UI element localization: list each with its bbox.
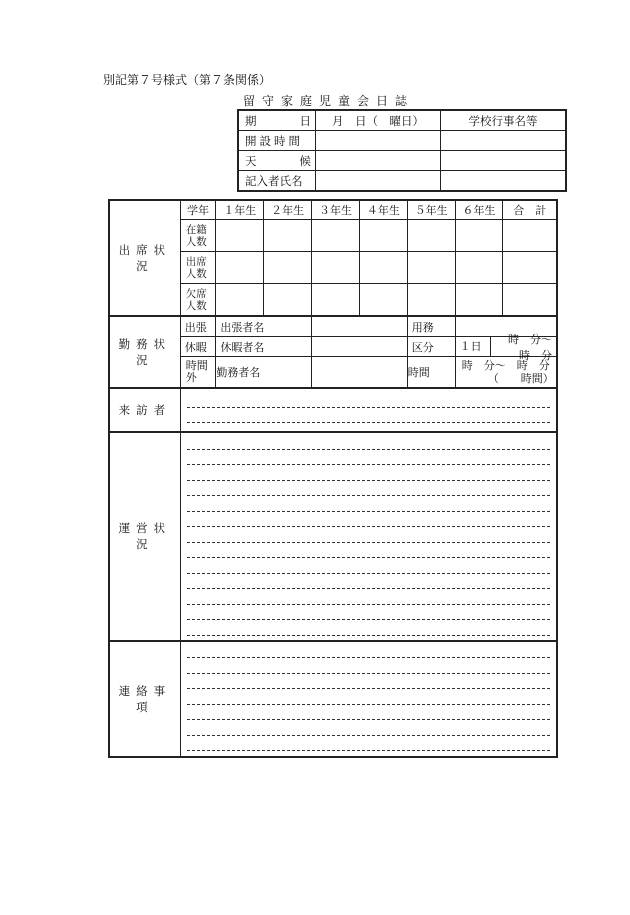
opening-time-field[interactable] (316, 131, 441, 151)
recorder-field[interactable] (316, 171, 441, 192)
present-cell[interactable] (455, 252, 503, 284)
school-events-field-3[interactable] (441, 171, 567, 192)
leave-label: 休暇 (180, 337, 216, 357)
document-title: 留守家庭児童会日誌 (243, 94, 415, 108)
leave-person-label: 休暇者名 (216, 337, 312, 357)
absent-total-cell[interactable] (503, 284, 557, 317)
present-cell[interactable] (407, 252, 455, 284)
absent-cell[interactable] (455, 284, 503, 317)
grade-5-header: ５年生 (407, 200, 455, 220)
grade-header: 学年 (180, 200, 216, 220)
grade-3-header: ３年生 (312, 200, 360, 220)
form-reference: 別記第７号様式（第７条関係） (103, 73, 272, 87)
grade-6-header: ６年生 (455, 200, 503, 220)
enrolled-cell[interactable] (216, 220, 264, 252)
enrolled-cell[interactable] (264, 220, 312, 252)
leave-person-field[interactable] (312, 337, 408, 357)
grade-2-header: ２年生 (264, 200, 312, 220)
present-total-cell[interactable] (503, 252, 557, 284)
grade-4-header: ４年生 (359, 200, 407, 220)
weather-label: 天 候 (245, 153, 311, 168)
enrolled-cell[interactable] (359, 220, 407, 252)
enrolled-cell[interactable] (455, 220, 503, 252)
opening-time-label: 開設時間 (245, 133, 303, 148)
total-header: 合 計 (503, 200, 557, 220)
visitors-field[interactable] (180, 388, 557, 432)
absent-label: 欠席 人数 (180, 284, 216, 317)
opening-time-label-cell (238, 131, 316, 151)
recorder-label-cell (238, 171, 316, 192)
trip-label: 出張 (180, 316, 216, 337)
recorder-label: 記入者氏名 (245, 173, 303, 188)
absent-cell[interactable] (264, 284, 312, 317)
overtime-person-field[interactable] (312, 357, 408, 389)
overtime-range: 時 分～ 時 分 (461, 359, 550, 372)
present-cell[interactable] (312, 252, 360, 284)
date-label: 期 日 (245, 113, 311, 128)
present-cell[interactable] (264, 252, 312, 284)
one-day-option[interactable]: １日 (456, 337, 491, 356)
enrolled-label: 在籍 人数 (180, 220, 216, 252)
summary-table (237, 109, 567, 192)
school-events-label: 学校行事名等 (468, 113, 538, 128)
visitors-section-label: 来訪者 (109, 388, 180, 432)
operations-field[interactable] (180, 432, 557, 641)
contact-field[interactable] (180, 641, 557, 757)
school-events-field-1[interactable] (441, 131, 567, 151)
absent-cell[interactable] (407, 284, 455, 317)
grade-1-header: １年生 (216, 200, 264, 220)
category-label: 区分 (407, 337, 455, 357)
absent-cell[interactable] (216, 284, 264, 317)
date-value-cell[interactable] (316, 110, 441, 131)
daily-log-table (108, 199, 563, 758)
operations-section-label: 運営状況 (109, 432, 180, 641)
present-cell[interactable] (216, 252, 264, 284)
leave-time-cell[interactable] (455, 332, 563, 362)
weather-label-cell (238, 151, 316, 171)
hours-label: 時間 (407, 357, 455, 389)
enrolled-cell[interactable] (312, 220, 360, 252)
overtime-total: （ 時間） (487, 372, 554, 385)
present-label: 出席 人数 (180, 252, 216, 284)
overtime-person-label: 勤務者名 (216, 357, 312, 389)
absent-cell[interactable] (312, 284, 360, 317)
work-section-label: 勤務状況 (109, 316, 180, 388)
contact-section-label: 連絡事項 (109, 641, 180, 757)
absent-cell[interactable] (359, 284, 407, 317)
school-events-field-2[interactable] (441, 151, 567, 171)
overtime-label: 時間 外 (180, 357, 216, 389)
date-label-cell (238, 110, 316, 131)
errand-label: 用務 (407, 316, 455, 337)
school-events-header (441, 110, 567, 131)
leave-time-range: 時 分～ 時 分 (508, 332, 563, 362)
weather-field[interactable] (316, 151, 441, 171)
attendance-section-label: 出席状況 (109, 200, 180, 316)
present-cell[interactable] (359, 252, 407, 284)
enrolled-total-cell[interactable] (503, 220, 557, 252)
date-value: 月 日（ 曜日） (332, 113, 424, 128)
overtime-time-cell[interactable] (455, 357, 557, 389)
trip-person-field[interactable] (312, 316, 408, 337)
enrolled-cell[interactable] (407, 220, 455, 252)
trip-person-label: 出張者名 (216, 316, 312, 337)
